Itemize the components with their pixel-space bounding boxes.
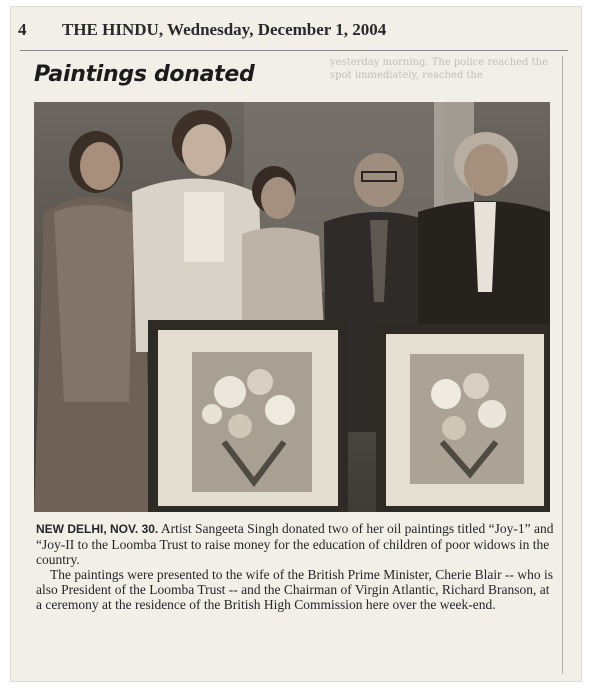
dateline: NEW DELHI, NOV. 30. bbox=[36, 522, 159, 536]
news-photo bbox=[34, 102, 550, 512]
column-rule bbox=[562, 56, 563, 674]
caption-paragraph-1 bbox=[36, 521, 556, 567]
caption-text-1: Artist Sangeeta Singh donated two of her oil paintings titled “Joy-1” and “Joy-II to the Loomba Trust to raise money for the education of children of poor widows in the country. bbox=[36, 521, 554, 567]
painting-joy-1 bbox=[148, 320, 348, 512]
bleed-through-text: yesterday morning. The police reached the spot immediately, reached the bbox=[330, 57, 549, 81]
headline: Paintings donated bbox=[34, 62, 255, 87]
masthead-title: THE HINDU, Wednesday, December 1, 2004 bbox=[62, 20, 387, 39]
photo-caption bbox=[36, 521, 556, 612]
painting-joy-2 bbox=[376, 324, 550, 512]
page-number: 4 bbox=[18, 20, 27, 39]
header-rule bbox=[20, 50, 568, 51]
masthead-line bbox=[18, 20, 538, 46]
caption-paragraph-2: The paintings were presented to the wife of the British Prime Minister, Cherie Blair -- who is also President of the Loomba Trust -- and the Chairman of Virgin Atlantic, Richard Branson, at a ceremony at the residence of the British High Commission here over the week-end. bbox=[36, 567, 553, 612]
